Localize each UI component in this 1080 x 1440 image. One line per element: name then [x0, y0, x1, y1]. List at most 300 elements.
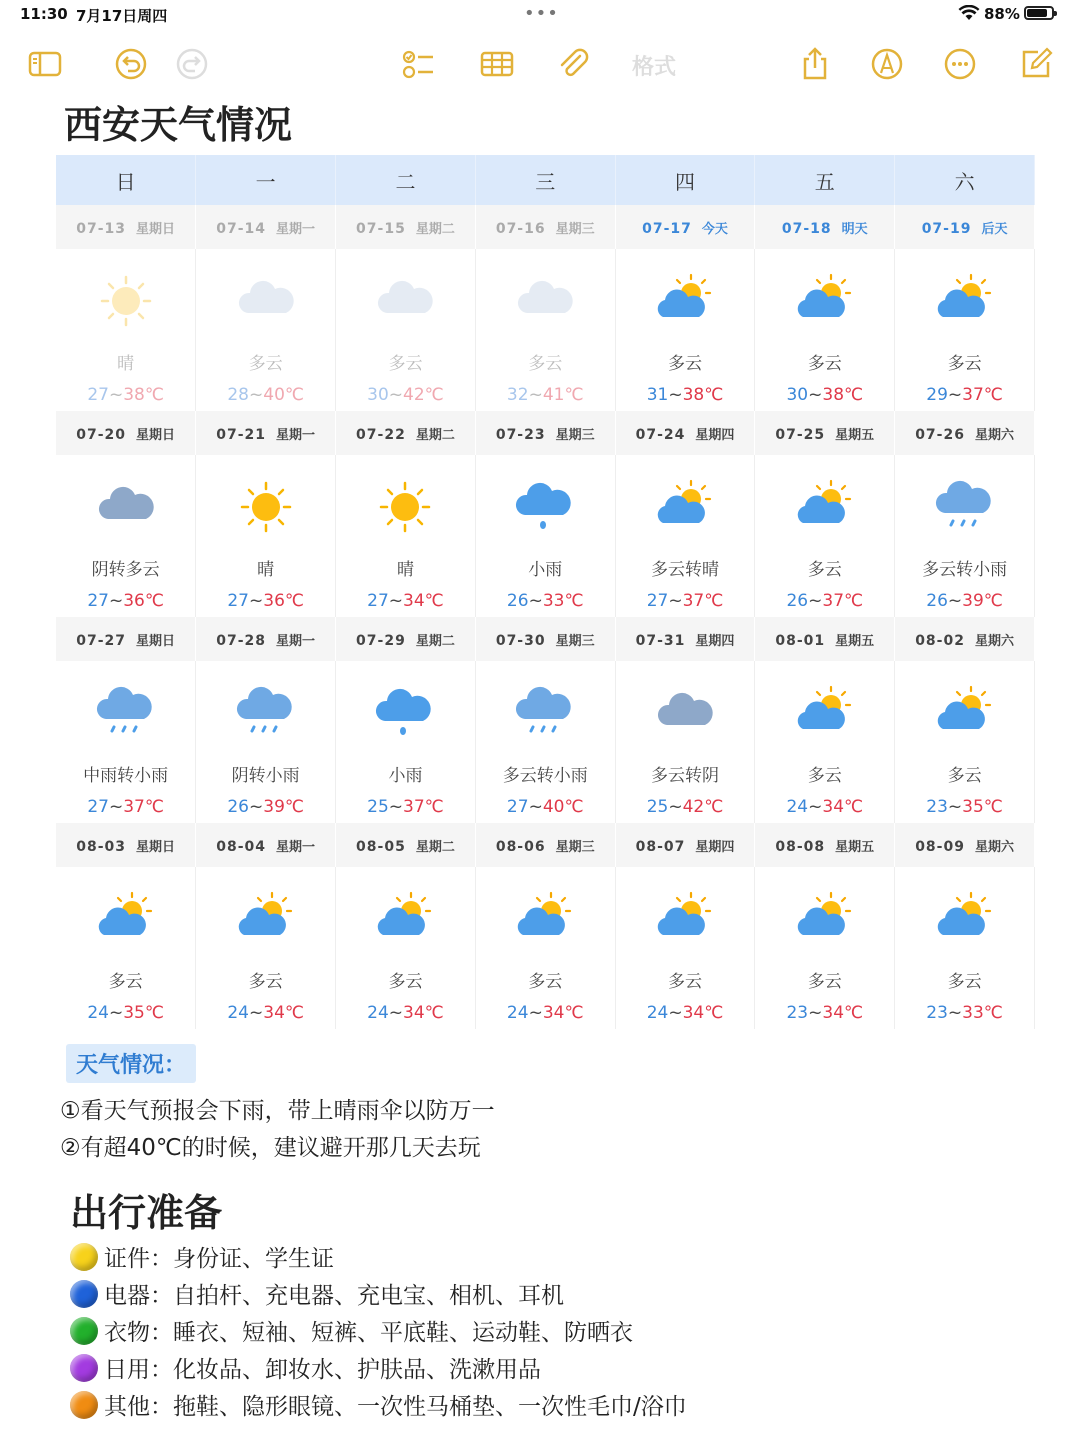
temp-separator: ~ — [249, 591, 264, 611]
date-cell[interactable] — [196, 823, 336, 867]
temp-separator: ~ — [668, 1003, 683, 1023]
condition-text: 多云 — [528, 354, 563, 374]
share-icon[interactable] — [795, 44, 835, 84]
day-weather-cell[interactable] — [615, 867, 755, 1029]
weekday-label: 星期一 — [276, 427, 316, 443]
weather-lightrain-icon — [476, 467, 615, 547]
undo-icon[interactable] — [111, 44, 151, 84]
date-label: 08-06 — [495, 838, 546, 855]
weekday-label: 星期三 — [555, 633, 595, 649]
prep-item — [70, 1314, 633, 1347]
weekday-label: 星期三 — [555, 221, 595, 237]
markup-icon[interactable] — [867, 44, 907, 84]
weather-lightrain-icon — [336, 673, 475, 753]
weekday-label: 星期日 — [136, 839, 176, 855]
condition-text: 多云 — [388, 972, 423, 992]
day-weather-cell[interactable] — [196, 661, 336, 823]
temp-low: 25 — [367, 797, 389, 817]
weather-suncloud-icon — [755, 879, 894, 959]
temperature-range — [56, 385, 195, 405]
weekday-header: 日 — [56, 155, 196, 205]
prep-item-text: 衣物：睡衣、短袖、短裤、平底鞋、运动鞋、防晒衣 — [104, 1320, 633, 1346]
temperature-range — [476, 797, 615, 817]
date-label: 07-29 — [356, 632, 406, 649]
temp-low: 24 — [87, 1003, 109, 1023]
table-icon[interactable] — [477, 44, 517, 84]
day-weather-cell[interactable] — [895, 249, 1035, 411]
date-cell[interactable] — [56, 411, 196, 455]
weather-suncloud-icon — [476, 879, 615, 959]
day-weather-cell[interactable] — [196, 249, 336, 411]
circle-emoji-icon — [70, 1280, 98, 1308]
weather-suncloud-icon — [56, 879, 195, 959]
condition-text: 多云 — [947, 354, 982, 374]
temperature-range — [476, 591, 615, 611]
temp-separator: ~ — [388, 797, 404, 817]
multitask-dots[interactable]: ••• — [524, 3, 559, 24]
temperature-range — [895, 797, 1034, 817]
temp-low: 24 — [367, 1003, 389, 1023]
date-label: 07-22 — [356, 426, 406, 443]
weather-suncloud-icon — [895, 673, 1034, 753]
day-weather-cell[interactable] — [196, 867, 336, 1029]
weekday-label: 星期六 — [974, 633, 1014, 649]
day-weather-cell[interactable] — [755, 867, 895, 1029]
day-weather-cell[interactable] — [895, 455, 1035, 617]
date-label: 07-13 — [76, 220, 127, 237]
weather-row — [56, 249, 1035, 411]
day-weather-cell[interactable] — [755, 661, 895, 823]
temp-separator: ~ — [947, 591, 963, 611]
condition-text: 多云 — [807, 972, 842, 992]
temp-separator: ~ — [947, 1003, 963, 1023]
prep-item-text: 其他：拖鞋、隐形眼镜、一次性马桶垫、一次性毛巾/浴巾 — [104, 1394, 687, 1420]
weather-sunbright-icon — [196, 467, 335, 547]
prep-item-text: 日用：化妆品、卸妆水、护肤品、洗漱用品 — [104, 1357, 541, 1383]
temp-high: 34℃ — [263, 1003, 304, 1023]
checklist-icon[interactable] — [398, 44, 438, 84]
date-label: 07-31 — [635, 632, 686, 649]
temp-high: 34℃ — [403, 1003, 444, 1023]
temp-low: 30 — [786, 385, 809, 405]
weather-suncloud-icon — [616, 879, 755, 959]
temp-separator: ~ — [668, 385, 683, 405]
weekday-label: 星期一 — [276, 221, 316, 237]
day-weather-cell[interactable] — [336, 661, 476, 823]
prep-item — [70, 1240, 334, 1273]
temperature-range — [196, 591, 335, 611]
weather-suncloud-icon — [616, 261, 755, 341]
day-weather-cell[interactable] — [336, 455, 476, 617]
date-cell[interactable] — [336, 823, 476, 867]
temp-high: 35℃ — [962, 797, 1003, 817]
temp-separator: ~ — [808, 591, 823, 611]
weekday-label: 星期日 — [136, 633, 176, 649]
prep-item-text: 电器：自拍杆、充电器、充电宝、相机、耳机 — [104, 1283, 564, 1309]
temp-separator: ~ — [808, 385, 823, 405]
temp-low: 23 — [926, 797, 948, 817]
day-weather-cell[interactable] — [475, 661, 615, 823]
day-weather-cell[interactable] — [475, 455, 615, 617]
date-cell[interactable] — [475, 411, 615, 455]
date-cell[interactable] — [56, 823, 196, 867]
weather-suncloud-icon — [755, 467, 894, 547]
weekday-header: 六 — [895, 155, 1035, 205]
date-label: 07-18 — [781, 220, 832, 237]
temp-high: 39℃ — [263, 797, 304, 817]
condition-text: 中雨转小雨 — [83, 766, 169, 786]
temperature-range — [336, 1003, 475, 1023]
temp-separator: ~ — [388, 591, 404, 611]
date-label: 07-20 — [76, 426, 127, 443]
condition-text: 多云 — [807, 766, 842, 786]
date-label: 08-02 — [915, 632, 965, 649]
sidebar-icon[interactable] — [25, 44, 65, 84]
redo-icon[interactable] — [172, 44, 212, 84]
date-label: 07-15 — [356, 220, 406, 237]
date-cell[interactable] — [475, 205, 615, 249]
temperature-range — [476, 385, 615, 405]
condition-text: 阴转小雨 — [231, 766, 300, 786]
date-label: 08-01 — [775, 632, 826, 649]
weekday-label: 星期六 — [974, 427, 1014, 443]
battery-percent: 88% — [984, 5, 1020, 23]
temp-low: 27 — [506, 797, 529, 817]
weather-row — [56, 661, 1035, 823]
weather-suncloud-icon — [336, 879, 475, 959]
date-cell[interactable] — [196, 205, 336, 249]
attachment-icon[interactable] — [553, 44, 593, 84]
temp-high: 34℃ — [403, 591, 444, 611]
day-weather-cell[interactable] — [895, 867, 1035, 1029]
temp-high: 34℃ — [822, 1003, 864, 1023]
condition-text: 多云 — [528, 972, 563, 992]
temperature-range — [196, 1003, 335, 1023]
compose-icon[interactable] — [1016, 44, 1056, 84]
weather-suncloud-icon — [895, 261, 1034, 341]
date-label: 07-19 — [921, 220, 972, 237]
day-weather-cell[interactable] — [755, 249, 895, 411]
condition-text: 小雨 — [528, 560, 563, 580]
weekday-label: 星期四 — [695, 427, 735, 443]
weather-rain-icon — [476, 673, 615, 753]
condition-text: 多云转小雨 — [922, 560, 1008, 580]
weekday-header: 三 — [475, 155, 615, 205]
date-cell[interactable] — [755, 205, 895, 249]
temp-separator: ~ — [249, 385, 264, 405]
weekday-label: 今天 — [701, 221, 728, 237]
condition-text: 晴 — [396, 560, 414, 580]
temperature-range — [476, 1003, 615, 1023]
date-cell[interactable] — [475, 823, 615, 867]
date-label: 07-17 — [642, 220, 692, 237]
temp-separator: ~ — [947, 385, 963, 405]
day-weather-cell[interactable] — [615, 661, 755, 823]
prep-item — [70, 1388, 687, 1421]
condition-text: 多云 — [248, 972, 283, 992]
temperature-range — [755, 797, 894, 817]
weekday-label: 明天 — [841, 221, 868, 237]
date-cell[interactable] — [615, 823, 755, 867]
day-weather-cell[interactable] — [336, 249, 476, 411]
condition-text: 晴 — [257, 560, 275, 580]
weekday-header: 二 — [336, 155, 476, 205]
date-label: 07-14 — [216, 220, 267, 237]
weekday-label: 后天 — [981, 221, 1008, 237]
date-cell[interactable] — [895, 823, 1035, 867]
weather-suncloud-icon — [616, 467, 755, 547]
day-weather-cell[interactable] — [475, 249, 615, 411]
temp-low: 27 — [87, 591, 109, 611]
temperature-range — [616, 797, 755, 817]
condition-text: 多云 — [947, 766, 982, 786]
circle-emoji-icon — [70, 1317, 98, 1345]
format-button[interactable]: 格式 — [632, 55, 677, 80]
date-cell[interactable] — [475, 617, 615, 661]
date-cell[interactable] — [615, 411, 755, 455]
status-date: 7月17日周四 — [76, 7, 168, 25]
weekday-label: 星期五 — [835, 839, 875, 855]
page-title: 西安天气情况 — [64, 103, 293, 147]
day-weather-cell[interactable] — [615, 249, 755, 411]
date-cell[interactable] — [895, 205, 1035, 249]
day-weather-cell[interactable] — [56, 249, 196, 411]
temp-high: 38℃ — [123, 385, 164, 405]
weekday-label: 星期二 — [415, 427, 455, 443]
temp-separator: ~ — [528, 797, 543, 817]
day-weather-cell[interactable] — [755, 455, 895, 617]
temp-high: 37℃ — [962, 385, 1003, 405]
date-cell[interactable] — [336, 205, 476, 249]
temp-separator: ~ — [388, 1003, 404, 1023]
date-label: 07-26 — [915, 426, 965, 443]
temp-separator: ~ — [249, 1003, 264, 1023]
prep-title: 出行准备 — [70, 1191, 223, 1235]
prep-item — [70, 1351, 541, 1384]
condition-text: 阴转多云 — [91, 560, 160, 580]
day-weather-cell[interactable] — [615, 455, 755, 617]
condition-text: 多云 — [668, 354, 703, 374]
temp-separator: ~ — [388, 385, 404, 405]
weather-suncloud-icon — [196, 879, 335, 959]
circle-emoji-icon — [70, 1243, 98, 1271]
temp-separator: ~ — [528, 385, 543, 405]
temperature-range — [895, 591, 1034, 611]
day-weather-cell[interactable] — [56, 867, 196, 1029]
weather-rain-icon — [895, 467, 1034, 547]
temperature-range — [616, 591, 755, 611]
date-cell[interactable] — [755, 411, 895, 455]
weekday-label: 星期四 — [695, 839, 735, 855]
temp-separator: ~ — [108, 797, 124, 817]
temperature-range — [755, 385, 894, 405]
temp-low: 28 — [227, 385, 249, 405]
temp-low: 27 — [87, 385, 109, 405]
temp-separator: ~ — [108, 385, 124, 405]
date-cell[interactable] — [56, 205, 196, 249]
weather-cloud-icon — [196, 261, 335, 341]
weekday-label: 星期一 — [276, 839, 316, 855]
weather-overcast-icon — [616, 673, 755, 753]
temp-high: 33℃ — [542, 591, 584, 611]
temp-separator: ~ — [528, 591, 543, 611]
weather-note-badge: 天气情况： — [66, 1044, 196, 1083]
weekday-header: 一 — [196, 155, 336, 205]
more-icon[interactable] — [940, 44, 980, 84]
condition-text: 多云转小雨 — [502, 766, 588, 786]
weekday-label: 星期日 — [136, 221, 176, 237]
weather-note-line: ②有超40℃的时候，建议避开那几天去玩 — [60, 1135, 481, 1161]
date-label: 08-07 — [635, 838, 686, 855]
temp-high: 37℃ — [403, 797, 444, 817]
weekday-header: 四 — [615, 155, 755, 205]
day-weather-cell[interactable] — [475, 867, 615, 1029]
temp-high: 37℃ — [822, 591, 864, 611]
temp-high: 40℃ — [542, 797, 584, 817]
temp-high: 37℃ — [123, 797, 164, 817]
date-cell[interactable] — [336, 411, 476, 455]
date-cell[interactable] — [895, 411, 1035, 455]
status-time: 11:30 — [20, 5, 68, 23]
date-cell[interactable] — [56, 617, 196, 661]
weather-suncloud-icon — [895, 879, 1034, 959]
date-label: 07-23 — [495, 426, 546, 443]
temp-low: 27 — [87, 797, 109, 817]
day-weather-cell[interactable] — [336, 867, 476, 1029]
temp-low: 24 — [786, 797, 809, 817]
condition-text: 多云 — [807, 560, 842, 580]
date-label: 07-24 — [635, 426, 686, 443]
date-cell[interactable] — [196, 617, 336, 661]
temperature-range — [56, 1003, 195, 1023]
temp-separator: ~ — [808, 1003, 823, 1023]
temperature-range — [56, 797, 195, 817]
weekday-label: 星期四 — [695, 633, 735, 649]
temp-high: 36℃ — [123, 591, 164, 611]
weekday-label: 星期六 — [974, 839, 1014, 855]
weather-row — [56, 867, 1035, 1029]
temp-separator: ~ — [947, 797, 963, 817]
date-cell[interactable] — [336, 617, 476, 661]
temp-low: 24 — [227, 1003, 249, 1023]
weekday-label: 星期二 — [415, 221, 455, 237]
weather-overcast-icon — [56, 467, 195, 547]
date-label: 08-04 — [216, 838, 267, 855]
date-cell[interactable] — [755, 823, 895, 867]
temp-low: 26 — [227, 797, 249, 817]
weekday-header-row — [56, 155, 1035, 205]
temperature-range — [895, 1003, 1034, 1023]
temperature-range — [56, 591, 195, 611]
date-row — [56, 823, 1035, 867]
temp-low: 26 — [926, 591, 948, 611]
weekday-label: 星期二 — [415, 633, 455, 649]
date-label: 07-28 — [216, 632, 267, 649]
date-label: 07-27 — [76, 632, 127, 649]
circle-emoji-icon — [70, 1354, 98, 1382]
temp-separator: ~ — [668, 797, 683, 817]
temp-separator: ~ — [808, 797, 823, 817]
temp-high: 41℃ — [542, 385, 584, 405]
weekday-header: 五 — [755, 155, 895, 205]
temp-high: 42℃ — [682, 797, 724, 817]
temp-low: 23 — [786, 1003, 809, 1023]
date-cell[interactable] — [895, 617, 1035, 661]
temperature-range — [616, 1003, 755, 1023]
weather-row — [56, 455, 1035, 617]
temp-high: 38℃ — [682, 385, 724, 405]
weather-suncloud-icon — [755, 261, 894, 341]
day-weather-cell[interactable] — [196, 455, 336, 617]
weather-rain-icon — [196, 673, 335, 753]
weekday-label: 星期一 — [276, 633, 316, 649]
date-label: 07-30 — [495, 632, 546, 649]
temp-high: 34℃ — [542, 1003, 584, 1023]
weekday-label: 星期五 — [835, 633, 875, 649]
temp-high: 34℃ — [822, 797, 864, 817]
temp-high: 42℃ — [403, 385, 444, 405]
date-cell[interactable] — [755, 617, 895, 661]
condition-text: 小雨 — [388, 766, 423, 786]
weather-cloud-icon — [476, 261, 615, 341]
condition-text: 多云转阴 — [651, 766, 720, 786]
temp-low: 26 — [786, 591, 809, 611]
weather-sunbright-icon — [336, 467, 475, 547]
temp-separator: ~ — [108, 591, 124, 611]
date-label: 08-08 — [775, 838, 826, 855]
date-cell[interactable] — [615, 617, 755, 661]
weather-suncloud-icon — [755, 673, 894, 753]
weather-note-line: ①看天气预报会下雨，带上晴雨伞以防万一 — [60, 1098, 495, 1124]
date-cell[interactable] — [615, 205, 755, 249]
temperature-range — [755, 1003, 894, 1023]
temperature-range — [616, 385, 755, 405]
day-weather-cell[interactable] — [895, 661, 1035, 823]
date-label: 08-03 — [76, 838, 127, 855]
battery-icon — [1024, 6, 1054, 20]
weather-sun-icon — [56, 261, 195, 341]
weather-cloud-icon — [336, 261, 475, 341]
temperature-range — [336, 385, 475, 405]
temp-high: 40℃ — [263, 385, 304, 405]
weekday-label: 星期三 — [555, 839, 595, 855]
date-row — [56, 205, 1035, 249]
date-cell[interactable] — [196, 411, 336, 455]
condition-text: 多云 — [807, 354, 842, 374]
date-label: 08-09 — [915, 838, 965, 855]
temperature-range — [336, 797, 475, 817]
weekday-label: 星期二 — [415, 839, 455, 855]
prep-item-text: 证件：身份证、学生证 — [104, 1246, 334, 1272]
temp-low: 32 — [506, 385, 529, 405]
temp-separator: ~ — [108, 1003, 124, 1023]
temperature-range — [196, 385, 335, 405]
temp-separator: ~ — [249, 797, 264, 817]
date-label: 07-21 — [216, 426, 267, 443]
temp-separator: ~ — [528, 1003, 543, 1023]
weekday-label: 星期三 — [555, 427, 595, 443]
day-weather-cell[interactable] — [56, 455, 196, 617]
day-weather-cell[interactable] — [56, 661, 196, 823]
toolbar — [0, 40, 1080, 90]
temp-low: 27 — [227, 591, 249, 611]
temperature-range — [196, 797, 335, 817]
temp-separator: ~ — [668, 591, 683, 611]
temp-low: 29 — [926, 385, 948, 405]
temp-low: 25 — [646, 797, 669, 817]
temp-low: 26 — [506, 591, 529, 611]
condition-text: 晴 — [117, 354, 135, 374]
